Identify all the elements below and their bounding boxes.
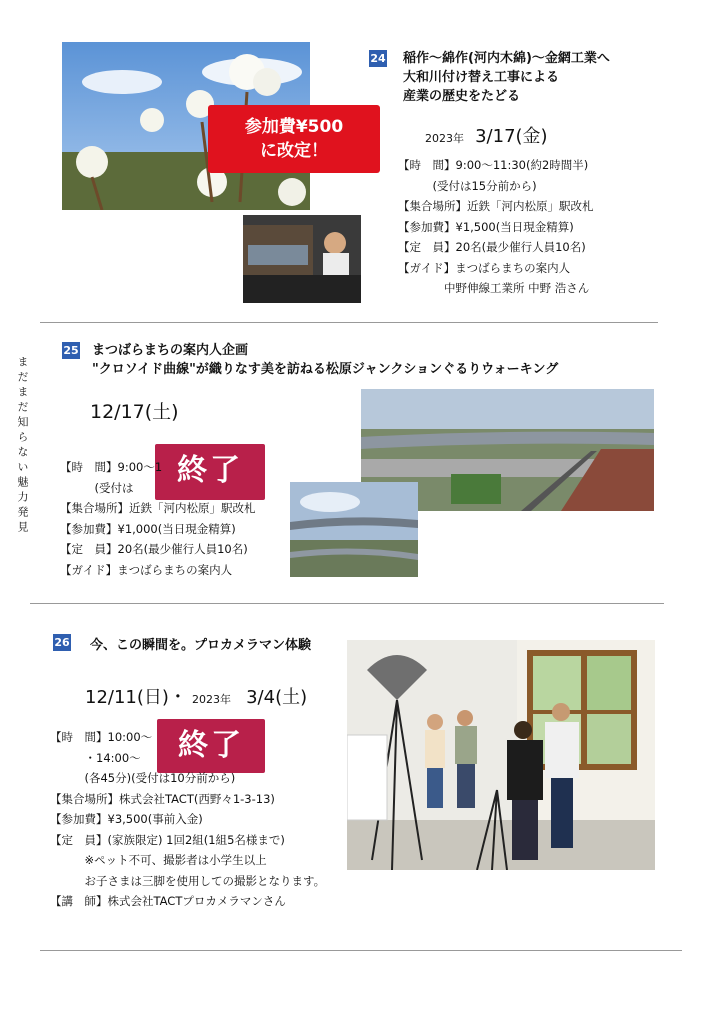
detail-line: 【講 師】株式会社TACTプロカメラマンさん [50, 894, 286, 908]
event-details [50, 727, 325, 912]
detail-line: 【参加費】¥1,500(当日現金精算) [398, 219, 574, 234]
detail-line: 【定 員】(家族限定) 1回2組(1組5名様まで) [50, 832, 285, 847]
event-title-line: まつばらまちの案内人企画 [92, 343, 249, 358]
divider [40, 950, 682, 951]
detail-line: 【集合場所】近鉄「河内松原」駅改札 [398, 199, 594, 213]
divider [30, 603, 664, 604]
event-title-line: 大和川付け替え工事による [403, 70, 560, 85]
fee-change-badge [208, 105, 380, 173]
event-number-badge: 24 [370, 52, 386, 65]
event-title-line: 産業の歴史をたどる [403, 89, 521, 104]
studio-photo [347, 640, 655, 870]
event-ended-label: 終了 [155, 444, 265, 500]
detail-line: お子さまは三脚を使用しての撮影となります。 [50, 873, 326, 888]
detail-line: 【ガイド】まつばらまちの案内人 [398, 260, 571, 275]
interchange-photo [290, 482, 418, 577]
detail-line: (受付は [60, 480, 134, 495]
event-number-badge: 25 [63, 344, 79, 357]
detail-line: 【定 員】20名(最少催行人員10名) [398, 240, 586, 254]
event-date [85, 683, 307, 709]
event-title-line: "クロソイド曲線"が織りなす美を訪ねる松原ジャンクションぐるりウォーキング [92, 362, 559, 377]
date-year: 2023年 [425, 132, 464, 145]
detail-line: ・14:00～ [50, 750, 141, 765]
detail-line: 【ガイド】まつばらまちの案内人 [60, 562, 233, 577]
detail-line: (受付は15分前から) [398, 178, 537, 193]
date-text: 3/17(金) [475, 126, 548, 147]
event-title-line: 稲作～綿作(河内木綿)～金網工業へ [403, 51, 610, 66]
date-text-b: 3/4(土) [246, 687, 308, 708]
event-details [60, 457, 256, 580]
event-title-line: 今、この瞬間を。プロカメラマン体験 [90, 638, 312, 653]
divider [40, 322, 658, 323]
event-date [425, 122, 548, 148]
detail-line: ※ペット不可、撮影者は小学生以上 [50, 853, 267, 867]
date-text-a: 12/11(日)・ [85, 687, 187, 708]
detail-line: (各45分)(受付は10分前から) [50, 771, 236, 785]
date-year: 2023年 [192, 693, 232, 706]
detail-line: 【定 員】20名(最少催行人員10名) [60, 542, 248, 556]
detail-line: 【参加費】¥3,500(事前入金) [50, 812, 203, 826]
event-details [398, 155, 594, 299]
detail-line: 【参加費】¥1,000(当日現金精算) [60, 521, 236, 536]
weaving-worker-photo [243, 215, 361, 303]
event-number-badge: 26 [54, 636, 70, 649]
detail-line: 【集合場所】近鉄「河内松原」駅改札 [60, 501, 256, 515]
side-caption: まだまだ知らない魅力発見 [16, 356, 29, 536]
event-ended-label: 終了 [157, 719, 265, 773]
detail-line: 中野伸線工業所 中野 浩さん [398, 281, 590, 295]
detail-line: 【時 間】9:00～11:30(約2時間半) [398, 158, 589, 172]
detail-line: 【時 間】10:00～ [50, 730, 153, 744]
detail-line: 【時 間】9:00～1 [60, 460, 163, 474]
badge-line-1: 参加費¥500 [244, 117, 344, 137]
event-date: 12/17(土) [90, 401, 179, 423]
badge-line-2: に改定！ [260, 141, 328, 161]
detail-line: 【集合場所】株式会社TACT(西野々1-3-13) [50, 791, 275, 806]
